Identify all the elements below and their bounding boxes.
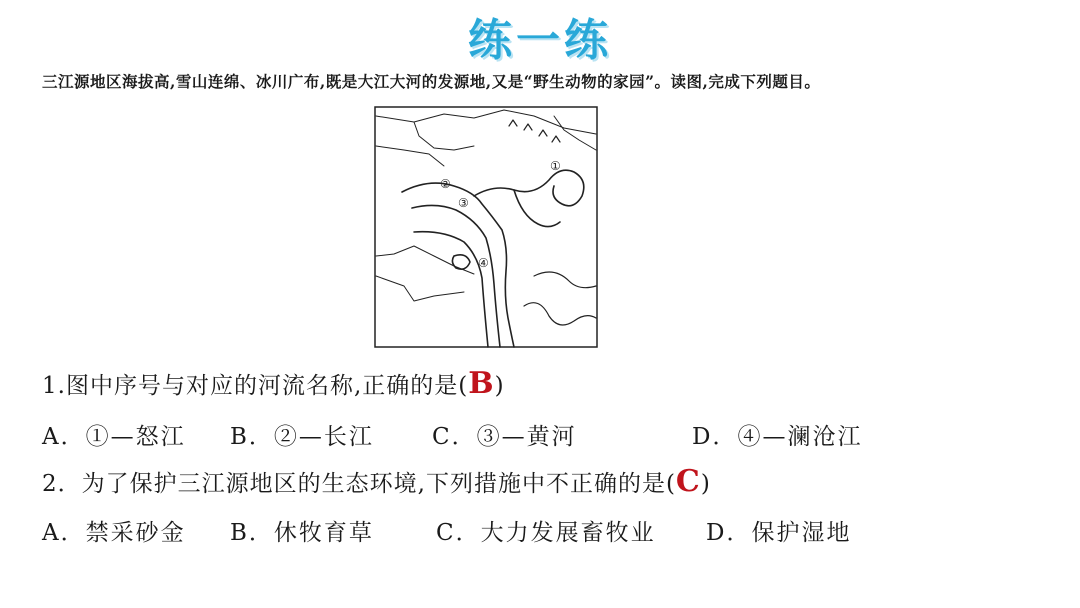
intro-text: 三江源地区海拔高,雪山连绵、冰川广布,既是大江大河的发源地,又是“野生动物的家园”。读图,完成下列题目。: [42, 72, 821, 91]
question-2-stem: 2．为了保护三江源地区的生态环境,下列措施中不正确的是(: [42, 471, 676, 497]
q2-option-d: D．保护湿地: [706, 520, 852, 546]
question-1-answer: B: [468, 366, 495, 401]
question-2-close: ): [700, 471, 711, 497]
map-label-4: ④: [478, 256, 489, 270]
question-2-answer: C: [675, 464, 701, 499]
q1-option-c: C．③—黄河: [432, 424, 577, 450]
map-label-2: ②: [440, 177, 451, 191]
q1-option-a: A．①—怒江: [42, 424, 186, 450]
q2-option-a: A．禁采砂金: [42, 520, 186, 546]
question-1-close: ): [494, 373, 505, 399]
q1-option-b: B．②—长江: [230, 424, 374, 450]
q2-option-c: C．大力发展畜牧业: [436, 520, 656, 546]
page-title: 练一练: [468, 15, 612, 66]
q1-option-d: D．④—澜沧江: [692, 424, 863, 450]
question-1-stem: 1.图中序号与对应的河流名称,正确的是(: [42, 373, 469, 399]
map-label-1: ①: [550, 159, 561, 173]
question-2: [42, 464, 711, 499]
question-1: [42, 366, 505, 401]
q2-option-b: B．休牧育草: [230, 520, 374, 546]
map-label-3: ③: [458, 196, 469, 210]
river-map: [374, 106, 598, 348]
